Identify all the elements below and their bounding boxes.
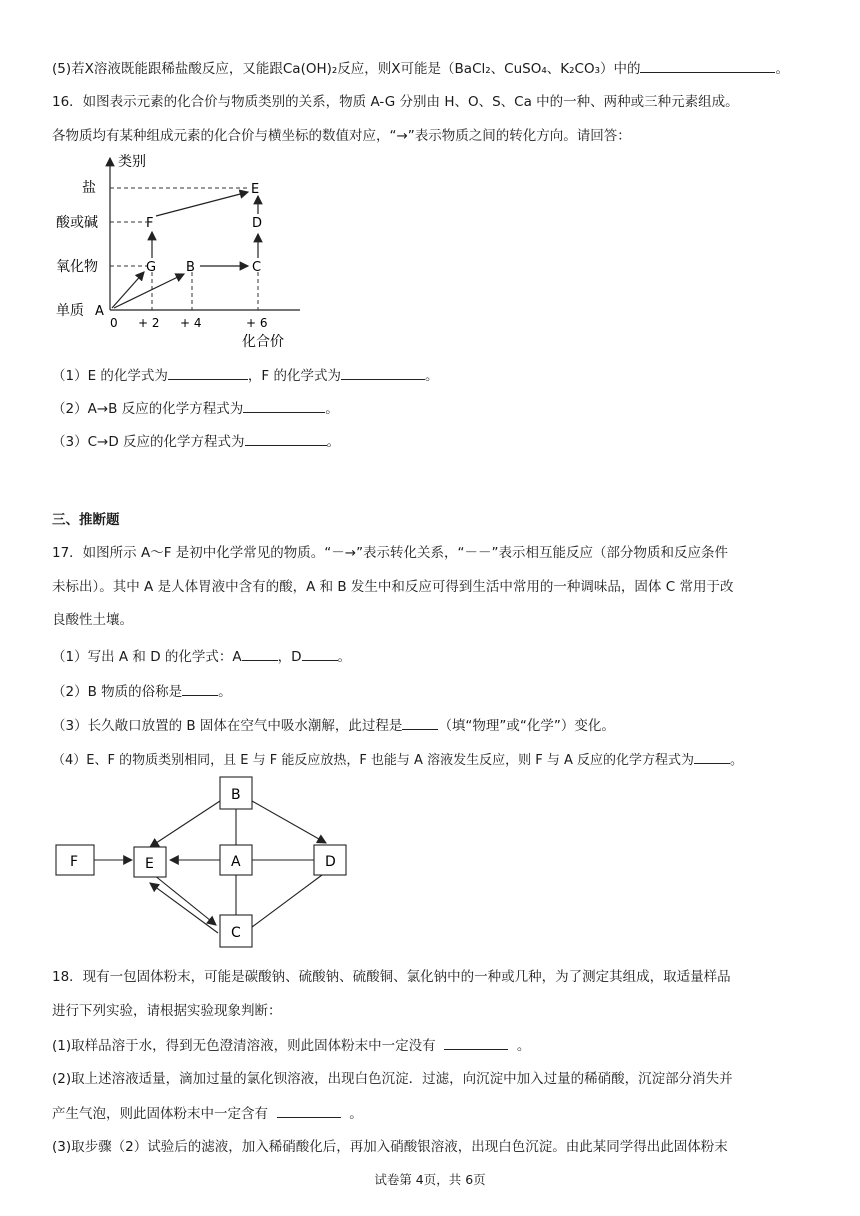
answer-blank[interactable] (182, 681, 218, 696)
q16-part1 (52, 365, 438, 386)
q16-1-text: （1）E 的化学式为 (52, 368, 168, 384)
q17-1-text: （1）写出 A 和 D 的化学式：A (52, 649, 242, 665)
y-label-oxide: 氧化物 (56, 259, 98, 275)
x-tick-0: 0 (110, 316, 118, 330)
q17-2-text: （2）B 物质的俗称是 (52, 684, 183, 700)
node-f: F (146, 216, 154, 231)
substance-relation-diagram (50, 775, 360, 955)
q16-2-end: 。 (325, 401, 339, 417)
q15-5-end: 。 (775, 61, 789, 77)
y-label-acid-base: 酸或碱 (56, 215, 98, 231)
q16-part2 (52, 398, 339, 419)
answer-blank[interactable] (245, 431, 327, 446)
y-label-element: 单质 (56, 303, 84, 319)
q16-3-text: （3）C→D 反应的化学方程式为 (52, 434, 245, 450)
q16-line1: 16．如图表示元素的化合价与物质类别的关系，物质 A-G 分别由 H、O、S、Ca 中的一种、两种或三种元素组成。 (52, 94, 739, 110)
q17-4-end: 。 (729, 753, 743, 768)
label-a: A (231, 854, 241, 870)
node-d: D (252, 216, 263, 231)
q18-part3-line1: (3)取步骤（2）试验后的滤液，加入稀硝酸化后，再加入硝酸银溶液，出现白色沉淀。由此某同学得出此固体粉末 (52, 1139, 728, 1155)
q18-2-end: 。 (349, 1106, 363, 1122)
q17-line1: 17．如图所示 A～F 是初中化学常见的物质。“－→”表示转化关系，“－－”表示相互能反应（部分物质和反应条件 (52, 545, 729, 561)
q17-part3 (52, 715, 615, 736)
conversion-arrows (112, 192, 258, 308)
q18-1-end: 。 (516, 1038, 531, 1054)
y-label-salt: 盐 (82, 180, 96, 196)
q17-part4 (52, 749, 743, 771)
page-footer: 试卷第 4页，共 6页 (374, 1172, 486, 1187)
q17-part1 (52, 646, 351, 667)
q17-1-text-b: ，D (277, 649, 302, 665)
q17-3-end: （填“物理”或“化学”）变化。 (438, 718, 615, 734)
q17-line3: 良酸性土壤。 (52, 612, 133, 628)
label-f: F (70, 854, 79, 870)
q17-2-end: 。 (218, 684, 232, 700)
label-e: E (145, 856, 154, 872)
valence-category-chart (52, 150, 312, 355)
answer-blank[interactable] (243, 398, 325, 413)
q18-part1 (52, 1035, 530, 1056)
q16-2-text: （2）A→B 反应的化学方程式为 (52, 401, 244, 417)
answer-blank[interactable] (341, 365, 425, 380)
label-b: B (231, 787, 241, 803)
q16-line2: 各物质均有某种组成元素的化合价与横坐标的数值对应，“→”表示物质之间的转化方向。请回答： (52, 128, 631, 144)
answer-blank[interactable] (402, 715, 438, 730)
q18-part2-line1: (2)取上述溶液适量，滴加过量的氯化钡溶液，出现白色沉淀．过滤，向沉淀中加入过量的稀硝酸，沉淀部分消失并 (52, 1071, 733, 1087)
answer-blank[interactable] (640, 58, 775, 73)
node-e: E (251, 182, 260, 197)
node-g: G (146, 260, 157, 275)
x-tick-4: + 4 (180, 316, 202, 330)
answer-blank[interactable] (694, 749, 730, 764)
node-a: A (95, 304, 104, 319)
q16-3-end: 。 (326, 434, 341, 450)
q17-4-text: （4）E、F 的物质类别相同，且 E 与 F 能反应放热，F 也能与 A 溶液发生反应，则 F 与 A 反应的化学方程式为 (52, 753, 694, 768)
relation-lines (94, 801, 326, 933)
q18-1-text: (1)取样品溶于水，得到无色澄清溶液，则此固体粉末中一定没有 (52, 1038, 436, 1054)
answer-blank[interactable] (242, 646, 278, 661)
answer-blank[interactable] (444, 1035, 508, 1050)
q17-line2: 未标出）。其中 A 是人体胃液中含有的酸，A 和 B 发生中和反应可得到生活中常用的一种调味品，固体 C 常用于改 (52, 579, 734, 595)
question-15-5 (52, 58, 789, 79)
guide-lines (110, 188, 258, 310)
q16-part3 (52, 431, 340, 452)
label-d: D (325, 854, 336, 870)
answer-blank[interactable] (168, 365, 248, 380)
y-axis-title: 类别 (118, 154, 146, 170)
q17-1-end: 。 (337, 649, 352, 665)
q18-2-text: 产生气泡，则此固体粉末中一定含有 (52, 1106, 268, 1122)
q16-1-end: 。 (424, 368, 439, 384)
x-tick-6: + 6 (246, 316, 268, 330)
node-b: B (186, 260, 195, 275)
node-c: C (252, 260, 262, 275)
x-axis-title: 化合价 (242, 334, 284, 350)
q17-3-text: （3）长久敞口放置的 B 固体在空气中吸水潮解，此过程是 (52, 718, 403, 734)
section-title: 三、推断题 (52, 512, 120, 528)
answer-blank[interactable] (302, 646, 338, 661)
answer-blank[interactable] (277, 1103, 341, 1118)
q18-line1: 18．现有一包固体粉末，可能是碳酸钠、硫酸钠、硫酸铜、氯化钠中的一种或几种，为了测定其组成，取适量样品 (52, 969, 731, 985)
q18-part2-line2 (52, 1103, 363, 1124)
label-c: C (231, 925, 241, 941)
q18-line2: 进行下列实验，请根据实验现象判断： (52, 1003, 282, 1019)
x-tick-2: + 2 (138, 316, 160, 330)
q16-1-text-b: ，F 的化学式为 (247, 368, 341, 384)
q15-5-text: (5)若X溶液既能跟稀盐酸反应，又能跟Ca(OH)₂反应，则X可能是（BaCl₂、CuSO₄、K₂CO₃）中的 (52, 61, 641, 77)
q17-part2 (52, 681, 232, 702)
